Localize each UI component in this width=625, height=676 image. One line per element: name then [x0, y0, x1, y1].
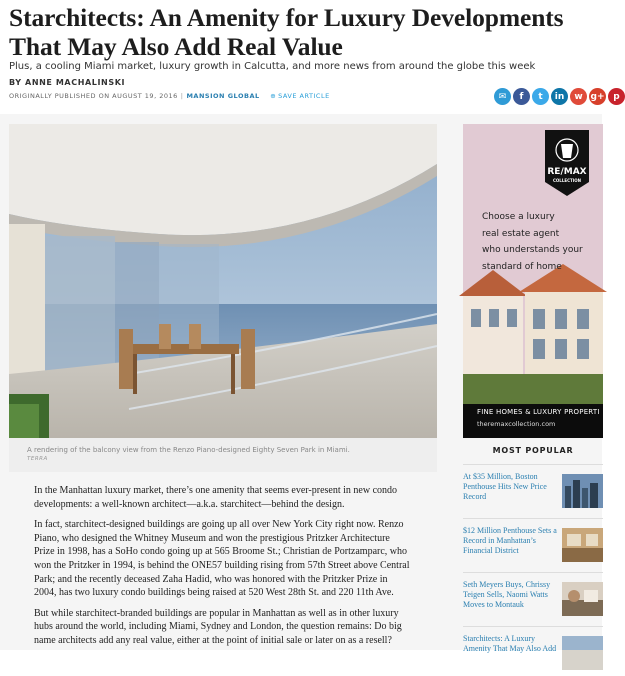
most-popular-link[interactable]: $12 Million Penthouse Sets a Record in Manhattan’s Financial District — [463, 526, 557, 555]
meta-separator: | — [180, 92, 184, 100]
penthouse-thumbnail — [562, 528, 603, 562]
most-popular-item[interactable] — [463, 518, 603, 568]
article-dek: Plus, a cooling Miami market, luxury growth in Calcutta, and more news from around the globe this week — [9, 61, 536, 72]
share-bar — [494, 88, 625, 105]
article-paragraph: In fact, starchitect-designed buildings are going up all over New York City right now. Renzo Piano, who designed the Whitney Museum and won the prestigious Pritzker Architecture Prize in 1998, has a SoHo condo going up at 565 Broome St.; Christian de Portzamparc, who won the Pritzker in 1994, is behind the ONE57 building rising from 57th Street above Central Park; and the recently deceased Zaha Hadid, who was honored with the Pritzker Prize in 2004, has two luxury condo buildings being raised at 520 West 28th St. and 220 11th Ave. — [34, 519, 410, 599]
remax-logo-text: RE/MAX — [547, 167, 587, 177]
published-date: ORIGINALLY PUBLISHED ON AUGUST 19, 2016 — [9, 92, 178, 100]
celebrity-home-thumbnail — [562, 582, 603, 616]
boston-skyline-thumbnail — [562, 474, 603, 508]
googleplus-icon[interactable]: g+ — [589, 88, 606, 105]
most-popular-thumbnail — [562, 528, 603, 562]
twitter-icon[interactable]: t — [532, 88, 549, 105]
most-popular-item[interactable] — [463, 626, 603, 676]
save-article-label: SAVE ARTICLE — [278, 92, 330, 100]
image-caption — [9, 438, 437, 472]
article-headline: Starchitects: An Amenity for Luxury Developments That May Also Add Real Value — [9, 3, 564, 61]
most-popular-link[interactable]: Starchitects: A Luxury Amenity That May Also Add — [463, 634, 557, 653]
most-popular-link[interactable]: At $35 Million, Boston Penthouse Hits New Price Record — [463, 472, 547, 501]
article-paragraph: In the Manhattan luxury market, there’s one amenity that seems ever-present in new condo developments: a well-known architect—a.k.a. starchitect—behind the design. — [34, 485, 398, 510]
remax-logo-subtext: COLLECTION — [552, 178, 582, 183]
most-popular-thumbnail — [562, 636, 603, 670]
ad-footer — [463, 404, 603, 438]
ad-footer-url: theremaxcollection.com — [477, 420, 556, 428]
most-popular-thumbnail — [562, 474, 603, 508]
ad-line: Choose a luxury — [482, 212, 555, 222]
remax-advertisement[interactable] — [463, 124, 603, 438]
ad-copy — [482, 209, 583, 275]
save-article-button[interactable] — [270, 92, 330, 100]
ad-line: standard of home — [482, 261, 562, 272]
ad-line: who understands your — [482, 245, 583, 255]
article-header — [0, 0, 620, 114]
pinterest-icon[interactable]: p — [608, 88, 625, 105]
article-byline: BY ANNE MACHALINSKI — [9, 78, 126, 87]
caption-text: A rendering of the balcony view from the Renzo Piano-designed Eighty Seven Park in Miami. — [27, 446, 350, 454]
article-hero-image — [9, 124, 437, 438]
most-popular-link[interactable]: Seth Meyers Buys, Chrissy Teigen Sells, Naomi Watts Moves to Montauk — [463, 580, 551, 609]
source-link[interactable]: MANSION GLOBAL — [186, 92, 260, 100]
most-popular-heading: MOST POPULAR — [492, 446, 574, 455]
starchitect-building-thumbnail — [562, 636, 603, 670]
ad-line: real estate agent — [482, 228, 560, 239]
mail-icon[interactable]: ✉ — [494, 88, 511, 105]
facebook-icon[interactable]: f — [513, 88, 530, 105]
linkedin-icon[interactable]: in — [551, 88, 568, 105]
article-paragraph: But while starchitect-branded buildings are popular in Manhattan as well as in other luxury hubs around the world, including Miami, Sydney and London, the question remains: Do big name architects add any real value, either at the point of initial sale or later on as a resell? — [34, 607, 402, 646]
weibo-icon[interactable]: w — [570, 88, 587, 105]
most-popular-item[interactable] — [463, 572, 603, 622]
most-popular-thumbnail — [562, 582, 603, 616]
bookmark-icon: ⊕ — [270, 92, 277, 100]
ad-footer-title: FINE HOMES & LUXURY PROPERTI — [477, 408, 600, 416]
article-meta — [9, 92, 330, 100]
balcony-rendering-illustration — [9, 124, 437, 438]
article-body — [34, 484, 412, 655]
image-credit: TERRA — [27, 456, 48, 462]
most-popular-item[interactable] — [463, 464, 603, 514]
